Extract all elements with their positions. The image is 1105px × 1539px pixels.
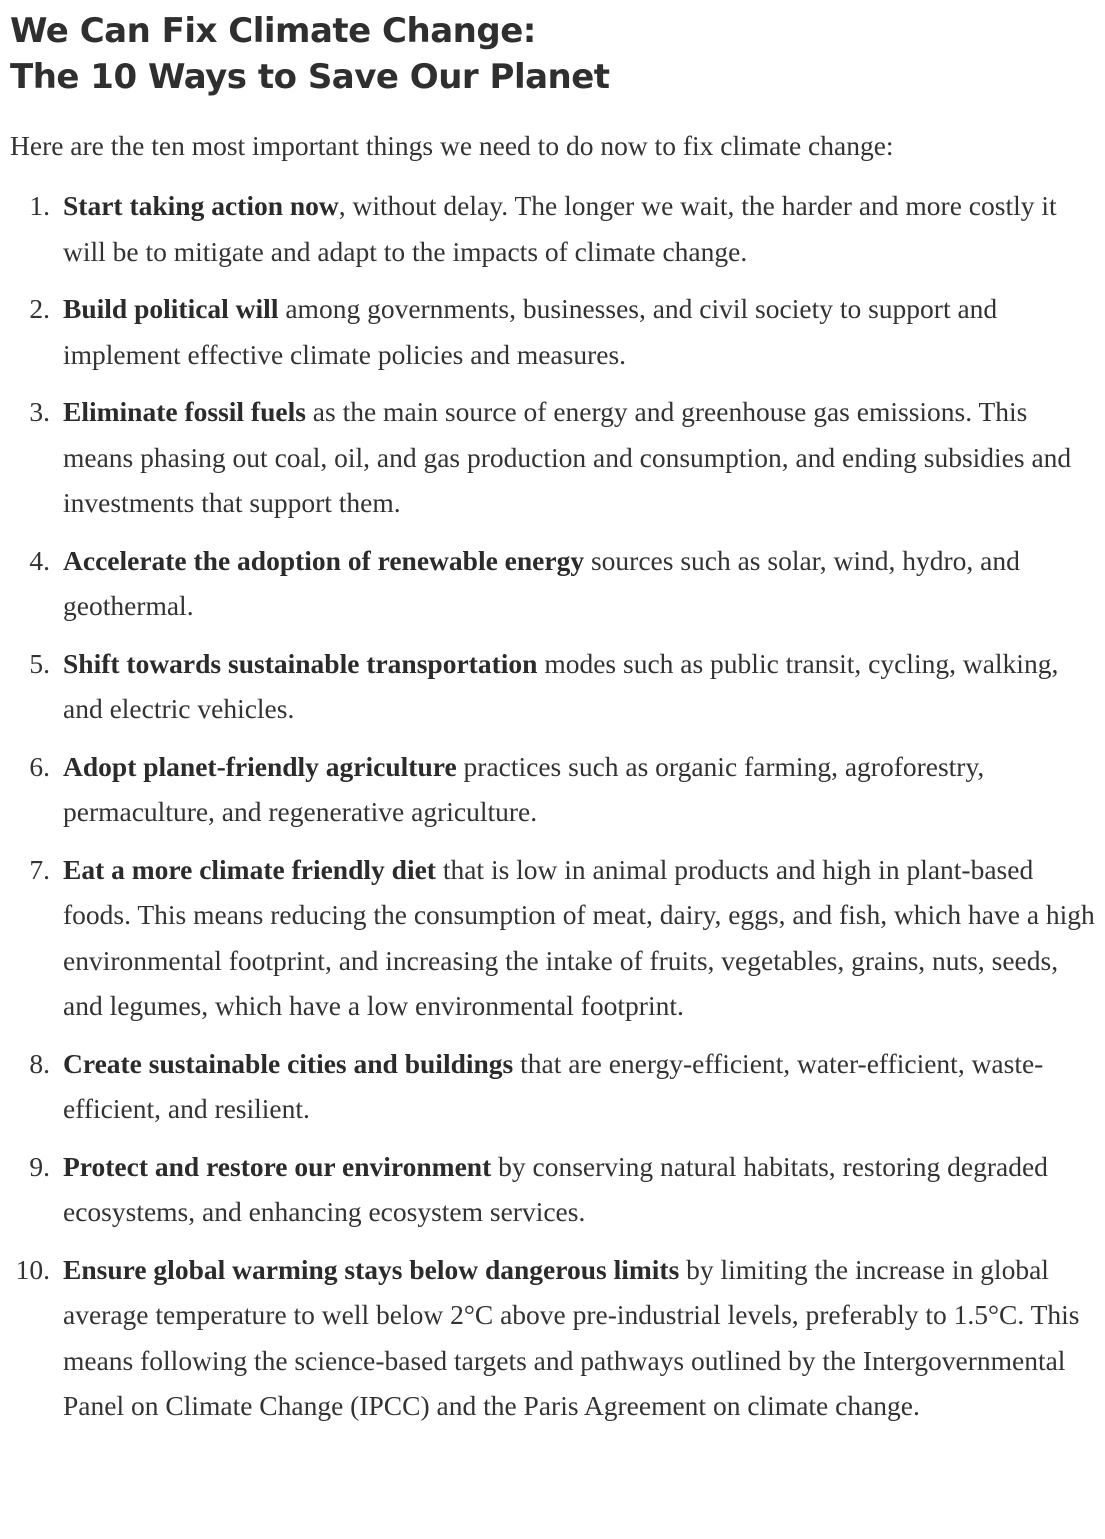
list-item-number: 4. xyxy=(29,544,50,576)
list-item xyxy=(10,1247,1105,1429)
page-title xyxy=(10,8,1105,100)
list-item-number: 7. xyxy=(29,853,50,885)
list-item-heading: Ensure global warming stays below dangerous limits xyxy=(63,1253,680,1285)
list-item xyxy=(10,641,1105,732)
list-item xyxy=(10,847,1105,1029)
list-item xyxy=(10,1041,1105,1132)
list-item xyxy=(10,1144,1105,1235)
list-item xyxy=(10,183,1105,274)
list-item-number: 10. xyxy=(15,1253,50,1285)
list-item-text: , without delay. The longer we wait, the harder and more costly it will be to mitigate and adapt to the impacts of climate change. xyxy=(63,190,1057,267)
list-item-text: among governments, businesses, and civil society to support and implement effective climate policies and measures. xyxy=(63,293,998,370)
intro-paragraph: Here are the ten most important things we need to do now to fix climate change: xyxy=(10,130,894,161)
title-line-1: We Can Fix Climate Change: xyxy=(10,11,536,51)
list-item-text: as the main source of energy and greenhouse gas emissions. This means phasing out coal, oil, and gas production and consumption, and ending subsidies and investments that support them. xyxy=(63,396,1072,518)
list-item-heading: Accelerate the adoption of renewable energy xyxy=(63,544,585,576)
list-item-text: that are energy-efficient, water-efficient, waste-efficient, and resilient. xyxy=(63,1047,1044,1124)
list-item-text: by conserving natural habitats, restoring degraded ecosystems, and enhancing ecosystem services. xyxy=(63,1150,1048,1227)
list-item-text: sources such as solar, wind, hydro, and geothermal. xyxy=(63,544,1020,621)
list-item-number: 5. xyxy=(29,647,50,679)
list-item xyxy=(10,389,1105,526)
list-item-text: modes such as public transit, cycling, walking, and electric vehicles. xyxy=(63,647,1059,724)
title-line-2: The 10 Ways to Save Our Planet xyxy=(10,57,610,97)
list-item-heading: Build political will xyxy=(63,293,279,324)
list-item-text: practices such as organic farming, agroforestry, permaculture, and regenerative agriculture. xyxy=(63,750,985,827)
list-item-heading: Shift towards sustainable transportation xyxy=(63,647,538,679)
list-item xyxy=(10,538,1105,629)
list-item-number: 2. xyxy=(29,293,50,324)
list-item-heading: Create sustainable cities and buildings xyxy=(63,1047,514,1079)
list-item xyxy=(10,286,1105,377)
list-item-number: 8. xyxy=(29,1047,50,1079)
list-item-text: that is low in animal products and high in plant-based foods. This means reducing the consumption of meat, dairy, eggs, and fish, which have a high environmental footprint, and increasing the intake of fruits, vegetables, grains, nuts, seeds, and legumes, which have a low environmental footprint. xyxy=(63,853,1095,1021)
list-item-number: 1. xyxy=(29,190,50,221)
list-item-number: 6. xyxy=(29,750,50,782)
list-item-heading: Eat a more climate friendly diet xyxy=(63,853,436,885)
list-item xyxy=(10,744,1105,835)
list-item-text: by limiting the increase in global average temperature to well below 2°C above pre-industrial levels, preferably to 1.5°C. This means following the science-based targets and pathways outlined by the Intergovernmental Panel on Climate Change (IPCC) and the Paris Agreement on climate change. xyxy=(63,1253,1080,1421)
list-item-heading: Adopt planet-friendly agriculture xyxy=(63,750,457,782)
list-item-number: 3. xyxy=(29,396,50,427)
list-item-heading: Eliminate fossil fuels xyxy=(63,396,306,427)
list-item-heading: Protect and restore our environment xyxy=(63,1150,492,1182)
list-item-number: 9. xyxy=(29,1150,50,1182)
steps-list xyxy=(10,183,1105,1429)
list-item-heading: Start taking action now xyxy=(63,190,339,221)
